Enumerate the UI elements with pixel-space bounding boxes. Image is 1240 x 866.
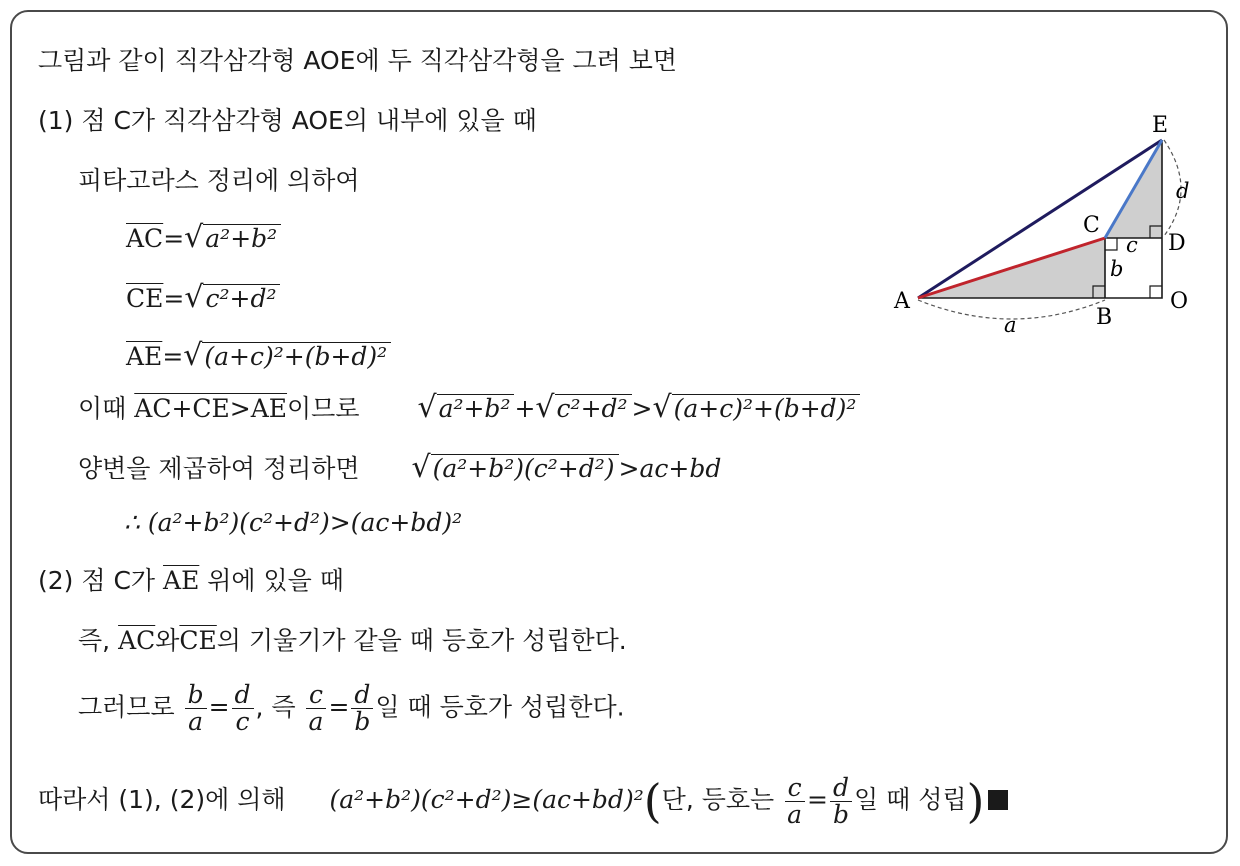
label-e-point: E: [1152, 113, 1169, 138]
then-rad3: (a+c)²+(b+d)²: [672, 394, 861, 424]
open-paren: (: [643, 774, 662, 828]
close-paren: ): [966, 774, 985, 828]
then-prefix: 이때: [78, 394, 127, 423]
frac-b-over-a: $\frac{b}{a}$: [185, 682, 207, 736]
slope-mid: 와: [155, 626, 180, 655]
slope-suffix: 의 기울기가 같을 때 등호가 성립한다.: [216, 626, 627, 655]
square-text: 양변을 제곱하여 정리하면: [78, 454, 360, 483]
then-rad2: c²+d²: [555, 394, 632, 424]
triangle-figure: [880, 110, 1210, 350]
note-prefix: 단, 등호는: [661, 785, 775, 815]
hence-prefix: 그러므로: [78, 692, 175, 722]
therefore-line: ∴ (a²+b²)(c²+d²)>(ac+bd)²: [124, 508, 463, 537]
case2-label: [38, 566, 344, 596]
eq-ae: $\overline{AE}=√(a+c)^2+(b+d)^2$: [126, 338, 391, 374]
conclusion-prefix: 따라서 (1), (2)에 의해: [38, 785, 286, 815]
then-rad1: a²+b²: [437, 394, 515, 424]
square-math: √(a²+b²)(c²+d²) >ac+bd: [411, 450, 722, 485]
rad-ac: a²+b²: [203, 224, 281, 254]
qed-square-icon: [988, 790, 1008, 810]
rad-ae: (a+c)²+(b+d)²: [202, 342, 391, 372]
note-suffix: 일 때 성립: [854, 785, 967, 815]
then-ineq: AC+CE>AE: [134, 394, 288, 423]
label-d-point: D: [1168, 231, 1186, 256]
hence-line: 그러므로 $\frac{b}{a}$ = $\frac{d}{c}$ , 즉 $\frac{c}{a}$ = $\frac{d}{b}$ 일 때 등호가 성립한다.: [78, 680, 625, 737]
label-b-point: B: [1096, 305, 1113, 330]
frac-d-over-b-2: $\frac{d}{b}$: [830, 775, 852, 829]
case1-label: (1) 점 C가 직각삼각형 AOE의 내부에 있을 때: [38, 106, 537, 135]
frac-c-over-a: $\frac{c}{a}$: [306, 682, 327, 736]
slope-ac: $\overline{AC}$: [118, 626, 156, 655]
rad-ce: c²+d²: [203, 284, 280, 314]
square-rad: (a²+b²)(c²+d²): [431, 454, 619, 484]
frac-d-over-c: $\frac{d}{c}$: [232, 682, 254, 736]
right-angle-c-icon: [1105, 238, 1117, 250]
then-math: √a²+b² +√c²+d² >√(a+c)²+(b+d)²: [417, 394, 860, 423]
slope-line: [78, 626, 627, 656]
case2-suffix: 위에 있을 때: [207, 566, 344, 595]
side-b-label: b: [1110, 257, 1124, 281]
frac-c-over-a-2: $\frac{c}{a}$: [784, 775, 805, 829]
square-line: [78, 450, 721, 486]
label-c-point: C: [1083, 213, 1100, 238]
eq-ce: $\overline{CE}=√c^2+d^2$: [126, 280, 280, 316]
hence-suffix: 일 때 등호가 성립한다.: [375, 692, 625, 722]
square-rhs: >ac+bd: [618, 454, 722, 483]
eq-ac: $\overline{AC}=√a^2+b^2$: [126, 220, 281, 256]
conclusion-ineq: (a²+b²)(c²+d²)≥(ac+bd)²: [329, 785, 644, 815]
seg-ae: $\overline{AE}$: [126, 342, 163, 371]
pythag-text: 피타고라스 정리에 의하여: [78, 166, 360, 195]
seg-ac: $\overline{AC}$: [126, 224, 164, 253]
seg-ce: $\overline{CE}$: [126, 284, 164, 313]
frac-d-over-b: $\frac{d}{b}$: [351, 682, 373, 736]
intro-text: 그림과 같이 직각삼각형 AOE에 두 직각삼각형을 그려 보면: [38, 46, 678, 75]
then-suffix: 이므로: [287, 394, 360, 423]
side-a-label: a: [1004, 313, 1017, 337]
case2-prefix: (2) 점 C가: [38, 566, 156, 595]
label-o-point: O: [1170, 289, 1189, 314]
right-angle-o-icon: [1150, 286, 1162, 298]
hence-mid: , 즉: [255, 692, 296, 722]
side-d-label: d: [1176, 179, 1190, 203]
label-a-point: A: [894, 289, 910, 314]
case2-seg: $\overline{AE}$: [163, 566, 200, 595]
slope-prefix: 즉,: [78, 626, 111, 655]
slope-ce: $\overline{CE}$: [179, 626, 217, 655]
conclusion-line: 따라서 (1), (2)에 의해 (a²+b²)(c²+d²)≥(ac+bd)²(단, 등호는 $\frac{c}{a}$ = $\frac{d}{b}$ 일 때 성립): [38, 774, 1008, 829]
then-line: [78, 390, 860, 426]
side-c-label: c: [1126, 233, 1138, 257]
